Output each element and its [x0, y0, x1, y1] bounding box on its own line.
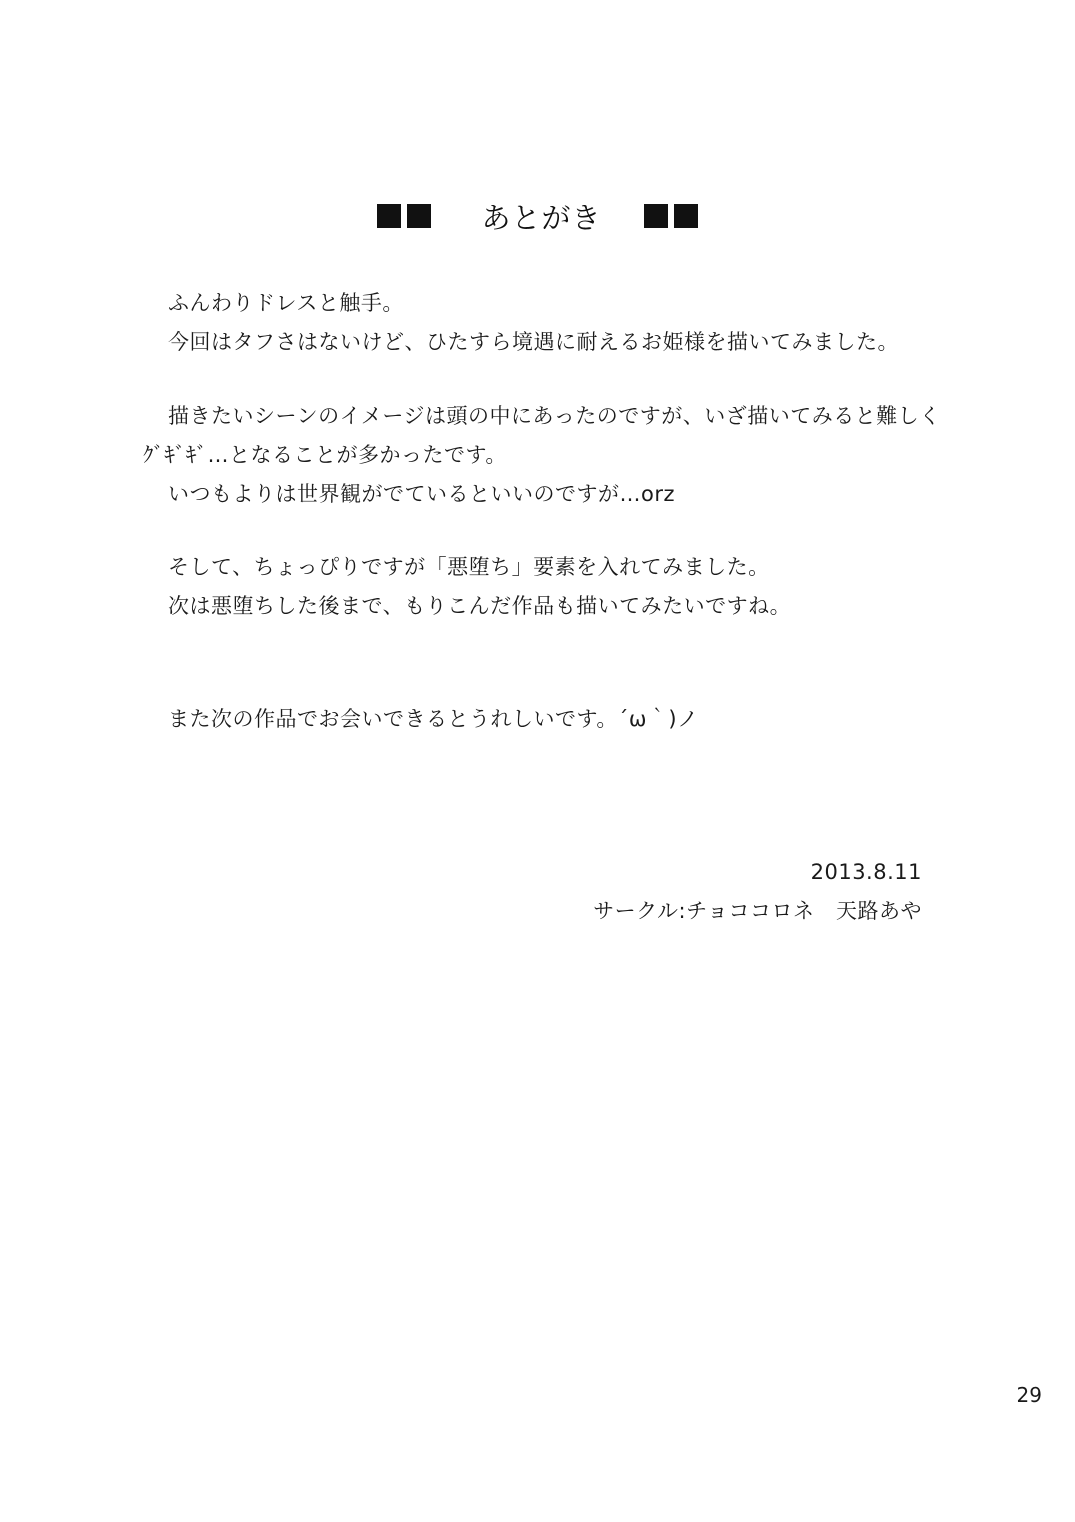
page-number: 29 — [1016, 1383, 1042, 1407]
signature-circle: サークル:チョココロネ 天路あや — [593, 899, 922, 923]
black-square-icon — [377, 204, 401, 228]
heading-ornament-left — [377, 204, 431, 228]
body-line-6: そして、ちょっぴりですが「悪堕ち」要素を入れてみました。 — [168, 555, 770, 579]
body-line-3: 描きたいシーンのイメージは頭の中にあったのですが、いざ描いてみると難しく — [168, 404, 941, 428]
body-line-4: ｸﾞｷﾞｷﾞ…となることが多かったです。 — [143, 443, 507, 467]
body-line-5: いつもよりは世界観がでているといいのですが…orz — [168, 482, 676, 506]
black-square-icon — [644, 204, 668, 228]
body-line-2: 今回はタフさはないけど、ひたすら境遇に耐えるお姫様を描いてみました。 — [168, 330, 899, 354]
black-square-icon — [407, 204, 431, 228]
body-line-1: ふんわりドレスと触手。 — [168, 291, 404, 315]
body-line-8: また次の作品でお会いできるとうれしいです。´ω｀)ノ — [168, 707, 699, 731]
heading-ornament-right — [644, 204, 698, 228]
signature-date: 2013.8.11 — [810, 860, 922, 884]
page-title: あとがき — [481, 200, 602, 235]
body-line-7: 次は悪堕ちした後まで、もりこんだ作品も描いてみたいですね。 — [168, 594, 792, 618]
afterword-heading — [0, 192, 1075, 240]
black-square-icon — [674, 204, 698, 228]
